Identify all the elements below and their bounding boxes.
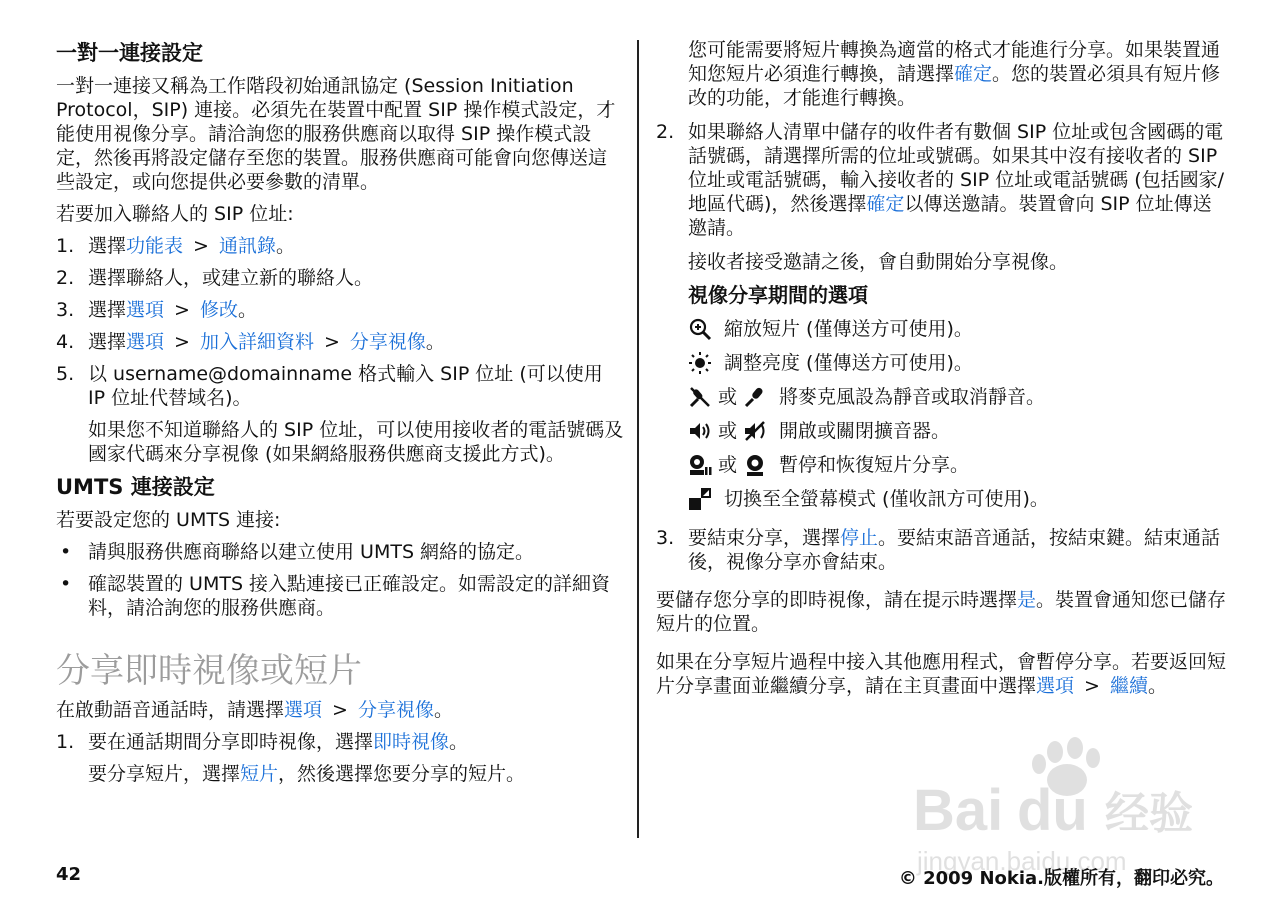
edit-link[interactable]: 修改 [199,299,238,321]
options-link[interactable]: 選項 [284,699,323,721]
pause-on-app-switch-paragraph: 如果在分享短片過程中接入其他應用程式，會暫停分享。若要返回短片分享畫面並繼續分享，請在主頁畫面中選擇選項 > 繼續。 [656,651,1227,697]
menu-link[interactable]: 功能表 [126,235,184,257]
step-note: 接收者接受邀請之後，會自動開始分享視像。 [688,251,1069,273]
share-steps-right [656,120,1228,274]
column-divider [637,40,639,838]
list-item: 5. 以 username@domainname 格式輸入 SIP 位址 (可以使用 IP 位址代替域名)。 如果您不知道聯絡人的 SIP 位址，可以使用接收者的電話號碼及國家代碼來分享視像 (如果網絡服務供應商支援此方式)。 [56,363,624,465]
umts-bullets [56,540,624,620]
section-title-share-video: 分享即時視像或短片 [56,651,362,691]
options-link[interactable]: 選項 [126,331,165,353]
convert-paragraph: 您可能需要將短片轉換為適當的格式才能進行分享。如果裝置通知您短片必須進行轉換，請選擇確定。您的裝置必須具有短片修改的功能，才能進行轉換。 [688,39,1221,109]
list-item: 1. 要在通話期間分享即時視像，選擇即時視像。 要分享短片，選擇短片，然後選擇您要分享的短片。 [56,730,624,786]
share-video-link[interactable]: 分享視像 [357,699,434,721]
add-sip-address-intro: 若要加入聯絡人的 SIP 位址: [56,203,294,225]
save-video-paragraph: 要儲存您分享的即時視像，請在提示時選擇是。裝置會通知您已儲存短片的位置。 [656,589,1227,635]
option-fullscreen: 切換至全螢幕模式 (僅收訊方可使用)。 [656,482,1228,516]
ok-link[interactable]: 確定 [866,193,905,215]
svg-text:Bai: Bai [913,778,1004,843]
options-link[interactable]: 選項 [1036,675,1075,697]
option-zoom: 縮放短片 (僅傳送方可使用)。 [656,312,1228,346]
list-item: • 確認裝置的 UMTS 接入點連接已正確設定。如需設定的詳細資料，請洽詢您的服務供應商。 [60,573,611,619]
ok-link[interactable]: 確定 [954,63,993,85]
speaker-on-icon [688,419,712,443]
list-item: 4. 選擇選項 > 加入詳細資料 > 分享視像。 [56,331,445,353]
sip-intro-paragraph: 一對一連接又稱為工作階段初始通訊協定 (Session Initiation Protocol，SIP) 連接。必須先在裝置中配置 SIP 操作模式設定，才能使用視像分享。請洽詢您的服務供應商以取得 SIP 操作模式設定，然後再將設定儲存至您的裝置。服務供應商可能會向您傳送這些設定，或向您提供必要參數的清單。 [56,75,616,193]
heading-sip-settings: 一對一連接設定 [56,41,203,65]
svg-text:du: du [1017,778,1088,843]
resume-share-icon [743,453,767,477]
left-column [56,36,624,794]
step-note: 要分享短片，選擇短片，然後選擇您要分享的短片。 [88,763,526,785]
speaker-off-icon [743,419,767,443]
microphone-icon [743,385,767,409]
share-steps-left [56,730,624,786]
zoom-icon [688,317,712,341]
live-video-link[interactable]: 即時視像 [373,731,450,753]
yes-link[interactable]: 是 [1017,589,1037,611]
stop-link[interactable]: 停止 [840,527,879,549]
options-during-share-heading: 視像分享期間的選項 [688,283,868,307]
list-item: • 請與服務供應商聯絡以建立使用 UMTS 網絡的協定。 [60,541,535,563]
list-item: 2. 選擇聯絡人，或建立新的聯絡人。 [56,267,374,289]
continue-link[interactable]: 繼續 [1109,675,1148,697]
option-speaker: 或 開啟或關閉擴音器。 [656,414,1228,448]
list-item: 3. 要結束分享，選擇停止。要結束語音通話，按結束鍵。結束通話後，視像分享亦會結束。 [656,527,1221,573]
microphone-muted-icon [688,385,712,409]
list-item: 1. 選擇功能表 > 通訊錄。 [56,235,295,257]
option-brightness: 調整亮度 (僅傳送方可使用)。 [656,346,1228,380]
svg-text:经验: 经验 [1105,789,1193,838]
list-item: 3. 選擇選項 > 修改。 [56,299,257,321]
svg-text:jingyan.baidu.com: jingyan.baidu.com [917,846,1127,876]
share-steps-right-end [656,526,1228,574]
page-number: 42 [56,864,82,885]
share-intro: 在啟動語音通話時，請選擇選項 > 分享視像。 [56,699,453,721]
contacts-link[interactable]: 通訊錄 [218,235,276,257]
add-sip-steps [56,234,624,466]
fullscreen-icon [688,487,712,511]
umts-intro: 若要設定您的 UMTS 連接: [56,509,281,531]
option-pause: 或 暫停和恢復短片分享。 [656,448,1228,482]
heading-umts-settings: UMTS 連接設定 [56,475,215,499]
step-note: 如果您不知道聯絡人的 SIP 位址，可以使用接收者的電話號碼及國家代碼來分享視像 (如果網絡服務供應商支援此方式)。 [88,419,624,465]
share-video-link[interactable]: 分享視像 [349,331,426,353]
copyright: © 2009 Nokia.版權所有，翻印必究。 [898,868,1224,889]
right-column [656,38,1228,706]
brightness-icon [688,351,712,375]
list-item: 2. 如果聯絡人清單中儲存的收件者有數個 SIP 位址或包含國碼的電話號碼，請選擇所需的位址或號碼。如果其中沒有接收者的 SIP 位址或電話號碼，輸入接收者的 SIP 位址或電話號碼 (包括國家/地區代碼)，然後選擇確定以傳送邀請。裝置會向 SIP 位址傳送邀請。 接收者接受邀請之後，會自動開始分享視像。 [656,120,1228,274]
video-clip-link[interactable]: 短片 [240,763,279,785]
option-mute: 或 將麥克風設為靜音或取消靜音。 [656,380,1228,414]
pause-share-icon [688,453,712,477]
options-link[interactable]: 選項 [126,299,165,321]
add-detail-link[interactable]: 加入詳細資料 [199,331,314,353]
